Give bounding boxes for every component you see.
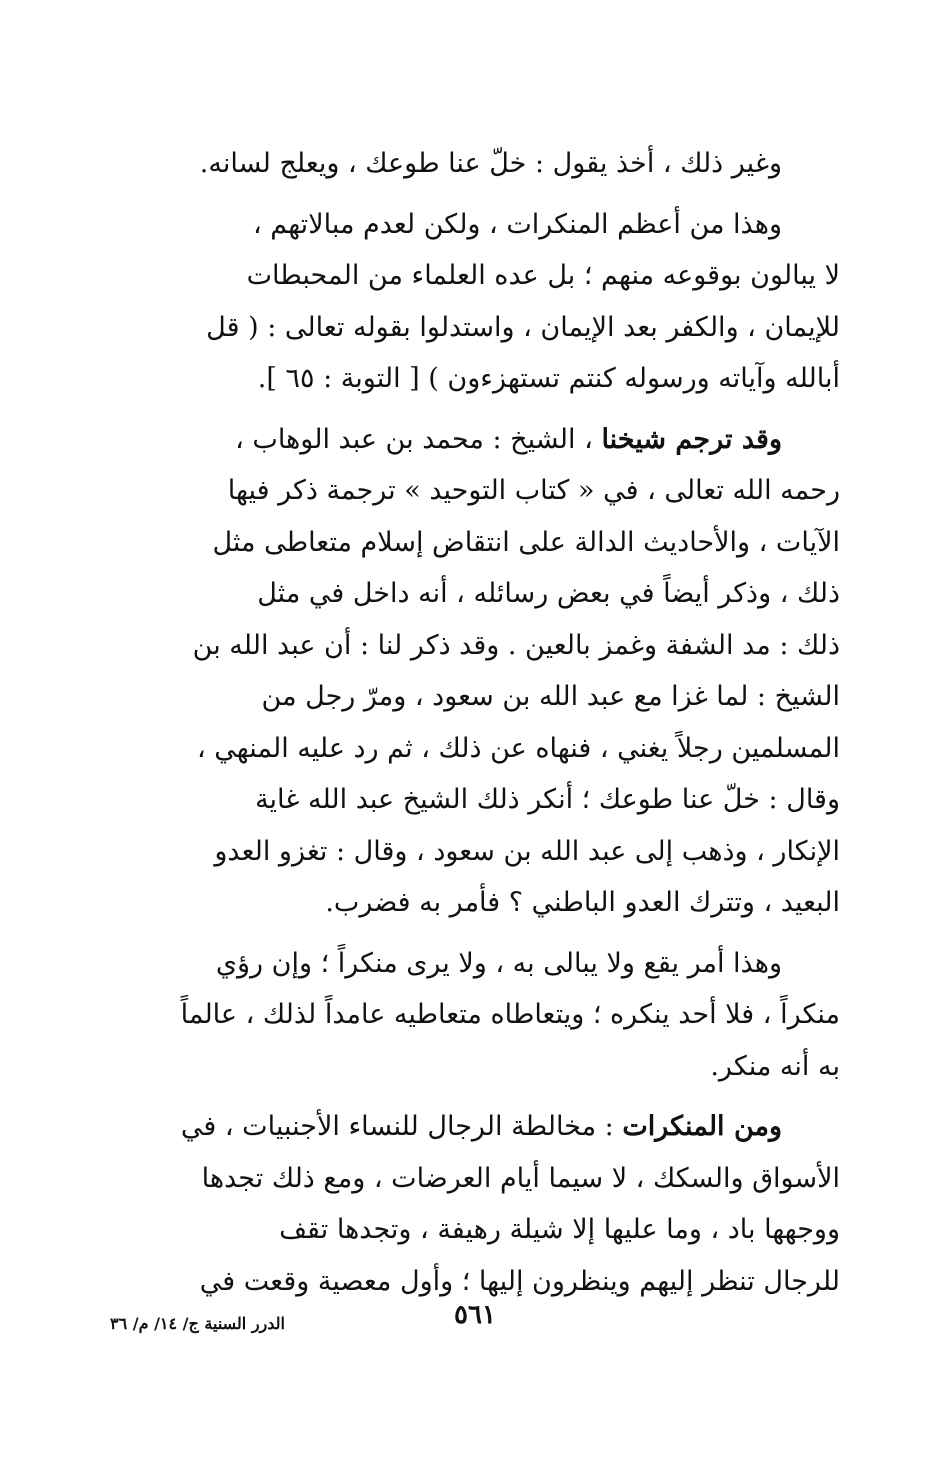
text-line: وهذا من أعظم المنكرات ، ولكن لعدم مبالاتهم ، (252, 208, 782, 240)
text-line: ذلك ، وذكر أيضاً في بعض رسائله ، أنه داخل في مثل (257, 578, 840, 609)
text-line: للإيمان ، والكفر بعد الإيمان ، واستدلوا بقوله تعالى : ( قل (206, 311, 840, 343)
text-line: الآيات ، والأحاديث الدالة على انتقاض إسلام متعاطى مثل (212, 526, 840, 558)
text-line: الأسواق والسكك ، لا سيما أيام العرضات ، ومع ذلك تجدها (201, 1162, 840, 1194)
text-line: وغير ذلك ، أخذ يقول : خلّ عنا طوعك ، ويعلج لسانه. (199, 148, 782, 179)
text-line: وقال : خلّ عنا طوعك ؛ أنكر ذلك الشيخ عبد الله غاية (255, 784, 840, 815)
text-line: ذلك : مد الشفة وغمز بالعين . وقد ذكر لنا : أن عبد الله بن (192, 629, 840, 661)
text-line: منكراً ، فلا أحد ينكره ؛ ويتعاطاه متعاطيه عامداً لذلك ، عالماً (180, 999, 840, 1030)
paragraph-4 (110, 938, 840, 1093)
page-number: ٥٦١ (454, 1300, 496, 1330)
paragraph-1 (110, 138, 840, 190)
text-line: لا يبالون بوقوعه منهم ؛ بل عده العلماء من المحبطات (246, 260, 840, 291)
paragraph-3 (110, 414, 840, 929)
bold-lead-text: وقد ترجم شيخنا (601, 423, 782, 455)
text-line: : مخالطة الرجال للنساء الأجنبيات ، في (180, 1111, 614, 1142)
text-line: أبالله وآياته ورسوله كنتم تستهزءون ) [ التوبة : ٦٥ ]. (257, 363, 840, 394)
page-body (110, 138, 840, 1307)
paragraph-5 (110, 1101, 840, 1307)
text-line: ووجهها باد ، وما عليها إلا شيلة رهيفة ، وتجدها تقف (279, 1214, 840, 1245)
text-line: ، الشيخ : محمد بن عبد الوهاب ، (235, 423, 593, 455)
text-line: وهذا أمر يقع ولا يبالى به ، ولا يرى منكراً ؛ وإن رؤي (215, 947, 782, 979)
source-reference: الدرر السنية ج/ ١٤/ م/ ٣٦ (110, 1314, 285, 1333)
text-line: البعيد ، وتترك العدو الباطني ؟ فأمر به فضرب. (325, 887, 840, 918)
text-line: رحمه الله تعالى ، في « كتاب التوحيد » ترجمة ذكر فيها (227, 475, 840, 506)
paragraph-2 (110, 199, 840, 405)
text-line: به أنه منكر. (710, 1050, 840, 1082)
page-footer (110, 1300, 840, 1340)
text-line: المسلمين رجلاً يغني ، فنهاه عن ذلك ، ثم رد عليه المنهي ، (196, 732, 840, 764)
text-line: الشيخ : لما غزا مع عبد الله بن سعود ، ومرّ رجل من (261, 681, 840, 712)
bold-lead-text: ومن المنكرات (622, 1111, 782, 1142)
text-line: للرجال تنظر إليهم وينظرون إليها ؛ وأول معصية وقعت في (199, 1265, 840, 1297)
text-line: الإنكار ، وذهب إلى عبد الله بن سعود ، وقال : تغزو العدو (214, 835, 840, 867)
